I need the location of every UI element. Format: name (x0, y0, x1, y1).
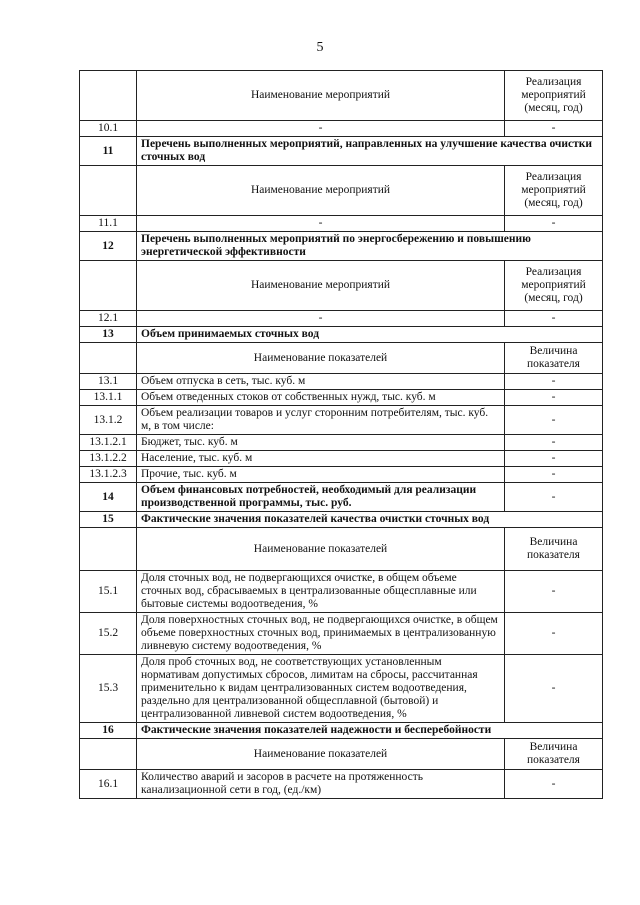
empty-cell (80, 261, 137, 311)
header-indicators-name: Наименование показателей (137, 739, 505, 770)
row-text: Доля сточных вод, не подвергающихся очистке, в общем объеме сточных вод, сбрасываемых в централизованные общесплавные или бытовые системы водоотведения, % (137, 571, 505, 613)
row-value: - (505, 121, 603, 137)
header-indicators-value: Величина показателя (505, 528, 603, 571)
row-value: - (505, 451, 603, 467)
section-row (80, 723, 603, 739)
header-indicators-name: Наименование показателей (137, 528, 505, 571)
table-row (80, 311, 603, 327)
section-title: Перечень выполненных мероприятий, направленных на улучшение качества очистки сточных вод (137, 137, 603, 166)
row-value: - (505, 483, 603, 512)
row-number: 16.1 (80, 770, 137, 799)
row-number: 13.1.2.1 (80, 435, 137, 451)
header-events-name: Наименование мероприятий (137, 166, 505, 216)
table-header-row (80, 343, 603, 374)
row-text: Количество аварий и засоров в расчете на протяженность канализационной сети в год, (ед./км) (137, 770, 505, 799)
section-number: 11 (80, 137, 137, 166)
row-value: - (505, 311, 603, 327)
header-events-name: Наименование мероприятий (137, 261, 505, 311)
empty-cell (80, 528, 137, 571)
row-text: Прочие, тыс. куб. м (137, 467, 505, 483)
section-row (80, 512, 603, 528)
row-text: Объем отпуска в сеть, тыс. куб. м (137, 374, 505, 390)
row-number: 13.1.2.2 (80, 451, 137, 467)
header-events-name: Наименование мероприятий (137, 71, 505, 121)
table-row (80, 406, 603, 435)
header-indicators-value: Величина показателя (505, 739, 603, 770)
row-value: - (505, 435, 603, 451)
row-value: - (505, 571, 603, 613)
table-row (80, 655, 603, 723)
table-header-row (80, 528, 603, 571)
section-title: Перечень выполненных мероприятий по энергосбережению и повышению энергетической эффективности (137, 232, 603, 261)
section-row (80, 327, 603, 343)
row-number: 15.2 (80, 613, 137, 655)
empty-cell (80, 166, 137, 216)
table-row (80, 121, 603, 137)
row-value: - (505, 467, 603, 483)
header-events-impl: Реализация мероприятий (месяц, год) (505, 261, 603, 311)
section-row (80, 483, 603, 512)
row-number: 10.1 (80, 121, 137, 137)
row-text: Население, тыс. куб. м (137, 451, 505, 467)
table-row (80, 374, 603, 390)
section-title: Объем финансовых потребностей, необходимый для реализации производственной программы, тыс. руб. (137, 483, 505, 512)
header-events-impl: Реализация мероприятий (месяц, год) (505, 71, 603, 121)
table-header-row (80, 71, 603, 121)
row-number: 13.1.1 (80, 390, 137, 406)
row-value: - (505, 770, 603, 799)
table-row (80, 467, 603, 483)
table-row (80, 435, 603, 451)
table-row (80, 216, 603, 232)
section-number: 15 (80, 512, 137, 528)
table-row (80, 613, 603, 655)
section-number: 14 (80, 483, 137, 512)
table-row (80, 451, 603, 467)
row-value: - (505, 655, 603, 723)
row-number: 13.1 (80, 374, 137, 390)
row-text: - (137, 311, 505, 327)
row-value: - (505, 406, 603, 435)
row-number: 13.1.2 (80, 406, 137, 435)
row-number: 13.1.2.3 (80, 467, 137, 483)
empty-cell (80, 71, 137, 121)
row-number: 12.1 (80, 311, 137, 327)
section-title: Объем принимаемых сточных вод (137, 327, 603, 343)
section-number: 16 (80, 723, 137, 739)
section-number: 13 (80, 327, 137, 343)
table-row (80, 390, 603, 406)
row-text: Объем отведенных стоков от собственных нужд, тыс. куб. м (137, 390, 505, 406)
section-title: Фактические значения показателей качества очистки сточных вод (137, 512, 603, 528)
section-row (80, 232, 603, 261)
row-text: - (137, 121, 505, 137)
empty-cell (80, 343, 137, 374)
header-events-impl: Реализация мероприятий (месяц, год) (505, 166, 603, 216)
row-number: 15.3 (80, 655, 137, 723)
table-header-row (80, 166, 603, 216)
section-row (80, 137, 603, 166)
empty-cell (80, 739, 137, 770)
table-row (80, 571, 603, 613)
row-text: Объем реализации товаров и услуг сторонним потребителям, тыс. куб. м, в том числе: (137, 406, 505, 435)
row-number: 11.1 (80, 216, 137, 232)
row-text: Доля поверхностных сточных вод, не подвергающихся очистке, в общем объеме поверхностных сточных вод, принимаемых в централизованную ливневую систему водоотведения, % (137, 613, 505, 655)
table-header-row (80, 261, 603, 311)
header-indicators-name: Наименование показателей (137, 343, 505, 374)
row-text: Бюджет, тыс. куб. м (137, 435, 505, 451)
row-value: - (505, 390, 603, 406)
row-text: Доля проб сточных вод, не соответствующих установленным нормативам допустимых сбросов, лимитам на сбросы, рассчитанная применительно к видам централизованных систем водоотведения, раздельно для централизованной общесплавной (бытовой) и централизованной ливневой систем водоотведения, % (137, 655, 505, 723)
row-text: - (137, 216, 505, 232)
header-indicators-value: Величина показателя (505, 343, 603, 374)
row-value: - (505, 613, 603, 655)
row-value: - (505, 374, 603, 390)
table-header-row (80, 739, 603, 770)
table-row (80, 770, 603, 799)
row-value: - (505, 216, 603, 232)
section-title: Фактические значения показателей надежности и бесперебойности (137, 723, 603, 739)
page-number: 5 (316, 40, 324, 55)
production-program-table (79, 70, 603, 799)
section-number: 12 (80, 232, 137, 261)
row-number: 15.1 (80, 571, 137, 613)
